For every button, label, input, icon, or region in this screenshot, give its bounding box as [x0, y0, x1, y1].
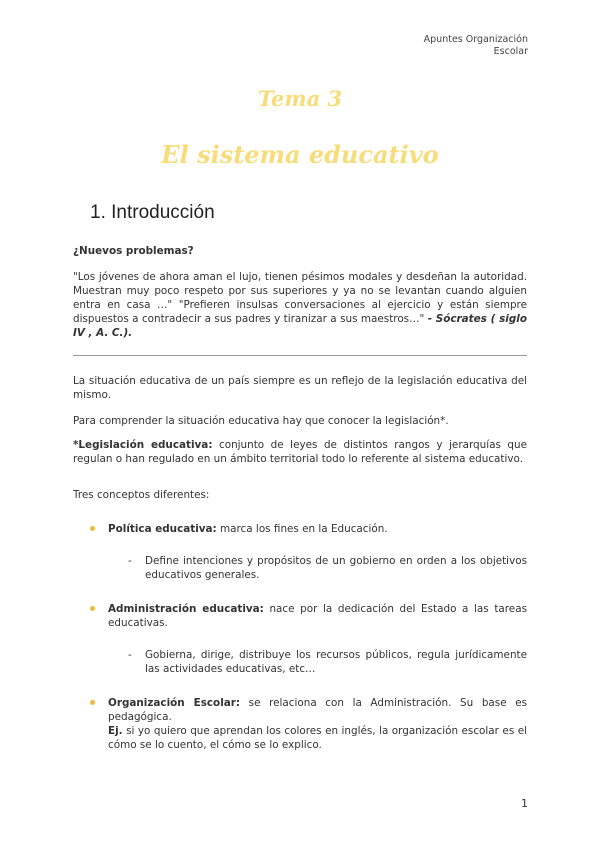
concepts-list: [73, 522, 527, 752]
bullet-dot-icon: [90, 526, 95, 531]
socrates-quote: [73, 270, 527, 340]
concept-description: marca los fines en la Educación.: [216, 523, 388, 535]
header-line-2: Escolar: [493, 46, 528, 57]
document-body: [73, 244, 527, 752]
legislation-definition: [73, 438, 527, 466]
bullet-dot-icon: [90, 700, 95, 705]
paragraph-three-concepts: Tres conceptos diferentes:: [73, 489, 210, 501]
question-heading: ¿Nuevos problemas?: [73, 245, 194, 257]
quote-author: - Sócrates ( siglo IV , A. C.).: [73, 313, 527, 339]
concept-line: [108, 522, 527, 536]
concept-line: [108, 696, 527, 724]
concept-term: Organización Escolar:: [108, 697, 241, 709]
horizontal-divider: [73, 355, 527, 356]
header-line-1: Apuntes Organización: [423, 34, 528, 45]
dash-marker: -: [128, 649, 132, 661]
example-text: si yo quiero que aprendan los colores en inglés, la organización escolar es el cómo se lo cuento, el cómo se lo explico.: [108, 725, 527, 751]
concept-example: [108, 724, 527, 752]
concept-subpoint: [73, 648, 527, 676]
paragraph-legislation-understanding: Para comprender la situación educativa hay que conocer la legislación*.: [73, 415, 449, 427]
section-heading: 1. Introducción: [90, 202, 215, 223]
definition-term: *Legislación educativa:: [73, 439, 213, 451]
concept-item-organizacion: [73, 696, 527, 752]
dash-marker: -: [128, 555, 132, 567]
concept-description: nace por la dedicación del Estado a las tareas educativas.: [108, 603, 527, 629]
page-number: 1: [521, 797, 528, 810]
concept-description: se relaciona con la Administración. Su base es pedagógica.: [108, 697, 528, 723]
concept-item-administracion: [73, 602, 527, 676]
concept-term: Política educativa:: [108, 523, 217, 535]
topic-title: Tema 3: [257, 86, 343, 111]
concept-item-politica: [73, 522, 527, 582]
example-label: Ej.: [108, 725, 123, 737]
concept-subpoint: [73, 554, 527, 582]
concept-term: Administración educativa:: [108, 603, 264, 615]
topic-subtitle: El sistema educativo: [161, 140, 439, 169]
paragraph-legislation-reflection: La situación educativa de un país siempre es un reflejo de la legislación educativa del mismo.: [73, 375, 527, 401]
subpoint-text: Gobierna, dirige, distribuye los recursos públicos, regula jurídicamente las actividades educativas, etc…: [145, 649, 527, 675]
bullet-dot-icon: [90, 606, 95, 611]
definition-text: conjunto de leyes de distintos rangos y jerarquías que regulan o han regulado en un ámbito territorial todo lo referente al sistema educativo.: [73, 439, 527, 465]
concept-line: [108, 602, 527, 630]
document-header: [424, 34, 528, 58]
subpoint-text: Define intenciones y propósitos de un gobierno en orden a los objetivos educativos generales.: [145, 555, 527, 581]
quote-text: "Los jóvenes de ahora aman el lujo, tienen pésimos modales y desdeñan la autoridad. Muestran muy poco respeto por sus superiores y ya no se levantan cuando alguien entra en casa …" "Prefieren insulsas conversaciones al ejercicio y están siempre dispuestos a contradecir a sus padres y tiranizar a sus maestros…": [73, 271, 527, 325]
